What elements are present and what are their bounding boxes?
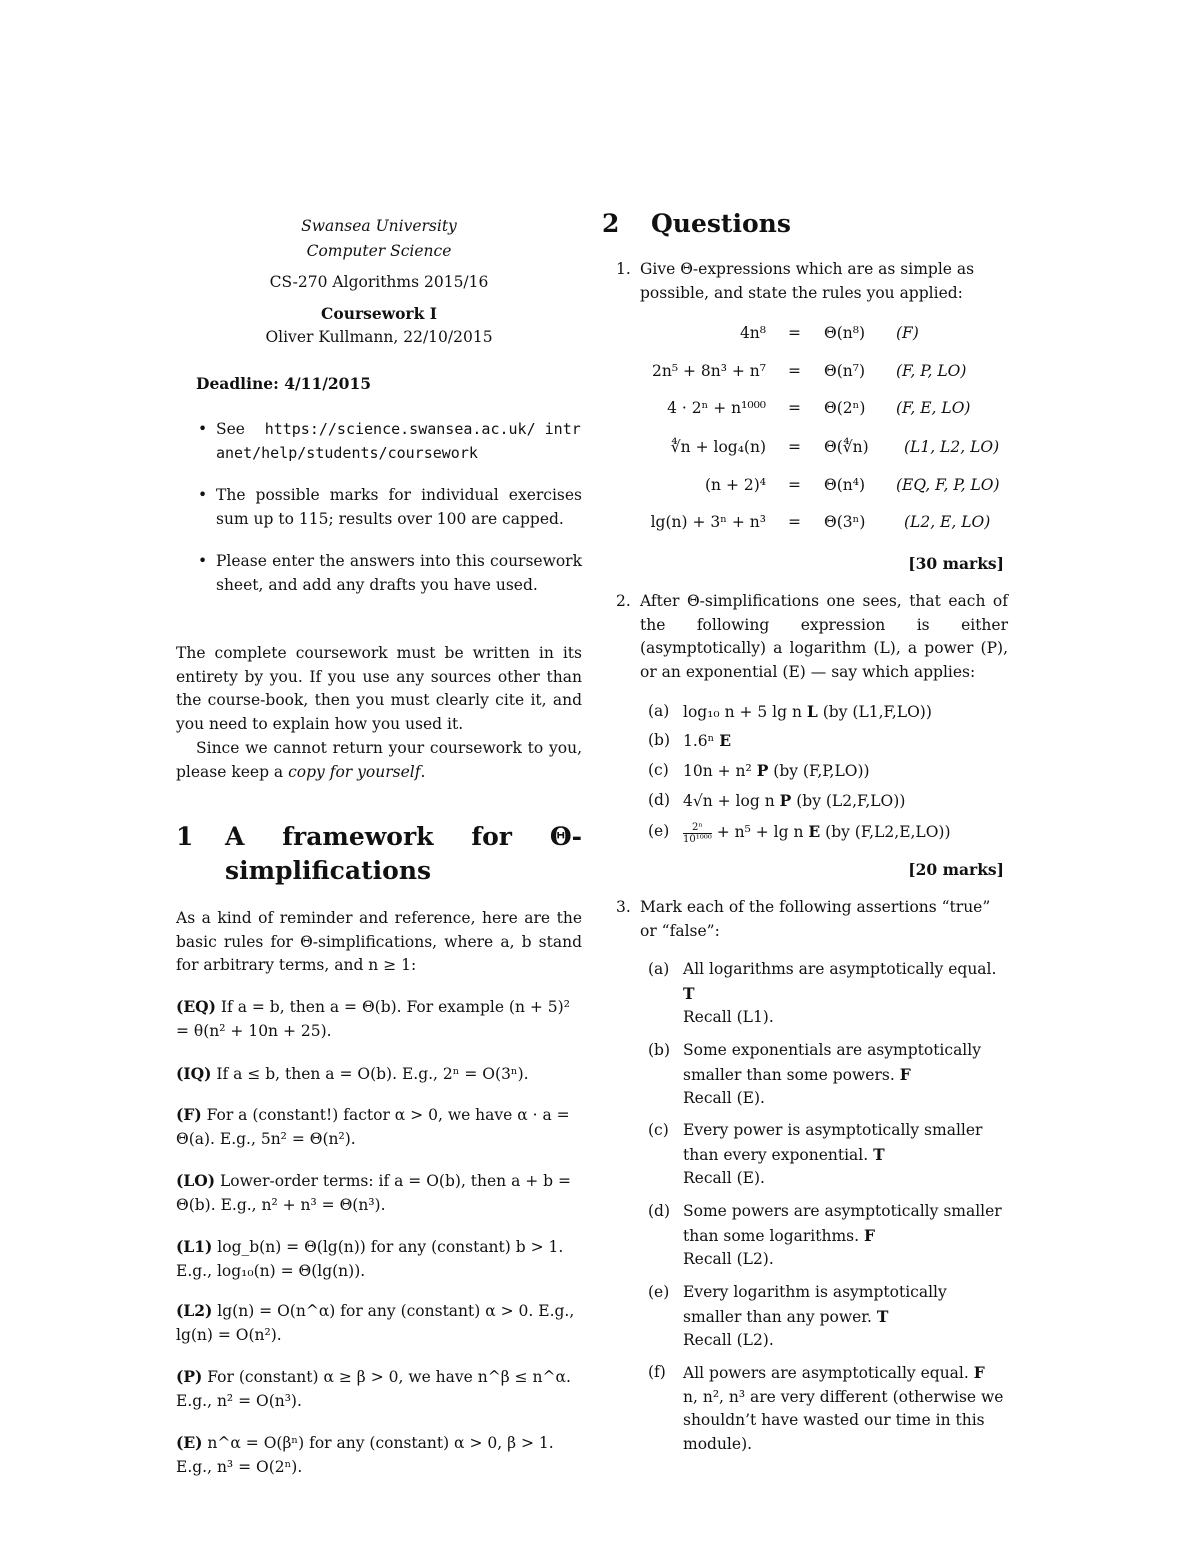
bullet-text: Please enter the answers into this coursework sheet, and add any drafts you have used. — [216, 552, 582, 594]
bullet-text: The possible marks for individual exercises sum up to 115; results over 100 are capped. — [216, 486, 582, 528]
rule-l2: (L2) lg(n) = O(n^α) for any (constant) α > 0. E.g., lg(n) = O(n²). — [176, 1301, 575, 1344]
rule-e: (E) n^α = O(βⁿ) for any (constant) α > 0, β > 1. E.g., n³ = O(2ⁿ). — [176, 1433, 554, 1476]
section-number: 1 — [176, 822, 194, 851]
q3-item: (e) Every logarithm is asymptotically smaller than any power. T Recall (L2). — [648, 1283, 947, 1349]
info-bullets — [176, 418, 582, 597]
department-name: Computer Science — [306, 242, 452, 260]
q3-item: (c) Every power is asymptotically smaller than every exponential. T Recall (E). — [648, 1121, 983, 1187]
author-date: Oliver Kullmann, 22/10/2015 — [265, 328, 493, 346]
section-1-heading — [176, 820, 582, 888]
intro-paragraph: The complete coursework must be written in its entirety by you. If you use any sources other than the course-book, then you must clearly cite it, and you need to explain how you used it. — [176, 644, 582, 733]
university-name: Swansea University — [301, 217, 457, 235]
section-title: Questions — [651, 209, 791, 238]
section-2-heading — [602, 207, 1022, 241]
q3-item: (b) Some exponentials are asymptotically smaller than some powers. F Recall (E). — [648, 1041, 981, 1107]
copy-emphasis: copy for yourself — [288, 762, 421, 781]
rule-p: (P) For (constant) α ≥ β > 0, we have n^β ≤ n^α. E.g., n² = O(n³). — [176, 1367, 571, 1410]
question-2-text: After Θ-simplifications one sees, that each of the following expression is either (asymptotically) a logarithm (L), a power (P), or an exponential (E) — say which applies: — [640, 592, 1008, 681]
question-3-text: Mark each of the following assertions “true” or “false”: — [640, 898, 991, 940]
question-1-number: 1. — [616, 260, 631, 278]
question-1-marks: [30 marks] — [908, 554, 1004, 573]
section-number: 2 — [602, 209, 620, 238]
q3-item: (a) All logarithms are asymptotically equal. T Recall (L1). — [648, 960, 997, 1026]
q3-item: (f) All powers are asymptotically equal. F n, n², n³ are very different (otherwise we shouldn’t have wasted our time in this module). — [648, 1363, 1004, 1453]
fraction: $\frac{\text{2ⁿ}}{\text{10¹⁰⁰⁰}}$ — [683, 821, 712, 845]
q3-item: (d) Some powers are asymptotically smaller than some logarithms. F Recall (L2). — [648, 1202, 1002, 1268]
rule-eq: (EQ) If a = b, then a = Θ(b). For example (n + 5)² = θ(n² + 10n + 25). — [176, 997, 570, 1040]
bullet-icon: • — [198, 420, 208, 438]
bullet-item — [176, 484, 582, 531]
section-1-intro: As a kind of reminder and reference, here are the basic rules for Θ-simplifications, where a, b stand for arbitrary terms, and n ≥ 1: — [176, 909, 582, 974]
bullet-icon: • — [198, 552, 208, 570]
bullet-item — [176, 418, 582, 465]
coursework-title: Coursework I — [321, 304, 437, 323]
course-title: CS-270 Algorithms 2015/16 — [269, 273, 489, 291]
section-title: A framework for Θ-simplifications — [225, 822, 582, 885]
rule-l1: (L1) log_b(n) = Θ(lg(n)) for any (constant) b > 1. E.g., log₁₀(n) = Θ(lg(n)). — [176, 1237, 564, 1280]
coursework-link[interactable]: https://science.swansea.ac.uk/ intranet/help/students/coursework — [216, 420, 581, 462]
question-3-number: 3. — [616, 898, 631, 916]
rule-iq: (IQ) If a ≤ b, then a = O(b). E.g., 2ⁿ = O(3ⁿ). — [176, 1064, 529, 1083]
rule-lo: (LO) Lower-order terms: if a = O(b), then a + b = Θ(b). E.g., n² + n³ = Θ(n³). — [176, 1171, 572, 1214]
deadline: Deadline: 4/11/2015 — [196, 374, 372, 393]
question-2-number: 2. — [616, 592, 631, 610]
question-2-marks: [20 marks] — [908, 860, 1004, 879]
copy-paragraph: Since we cannot return your coursework to you, please keep a copy for yourself. — [176, 739, 582, 781]
bullet-icon: • — [198, 486, 208, 504]
question-1-text: Give Θ-expressions which are as simple as possible, and state the rules you applied: — [640, 260, 975, 302]
bullet-prefix: See — [216, 420, 245, 438]
bullet-item — [176, 550, 582, 597]
rule-f: (F) For a (constant!) factor α > 0, we have α · a = Θ(a). E.g., 5n² = Θ(n²). — [176, 1105, 570, 1148]
